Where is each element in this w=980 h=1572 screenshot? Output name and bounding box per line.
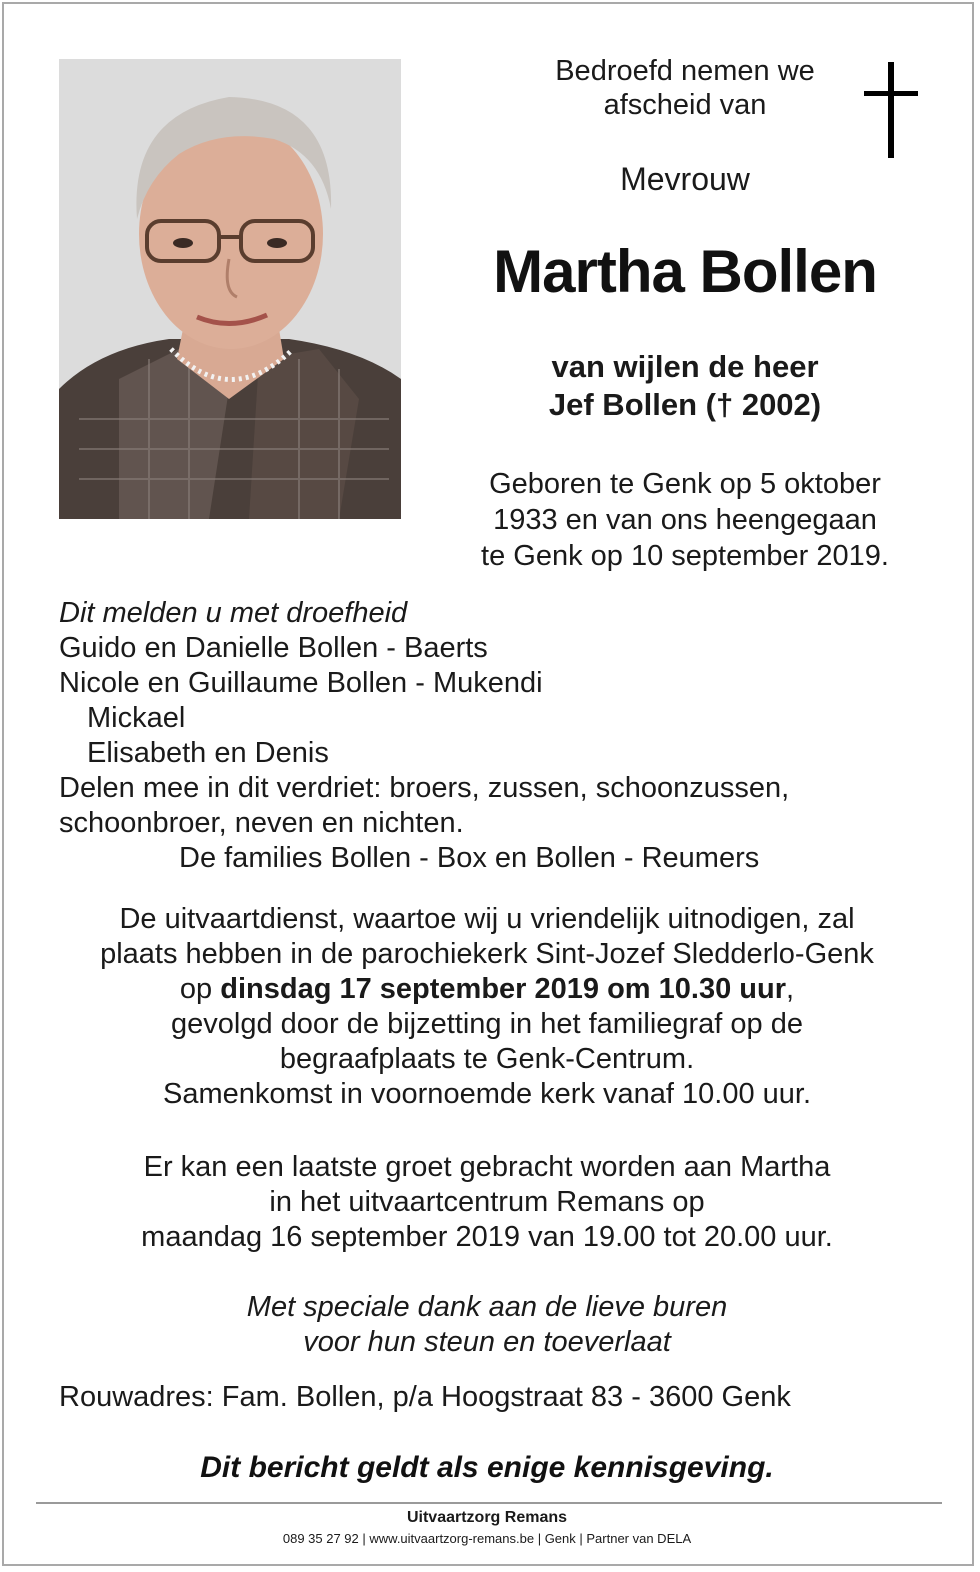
dates-line: 1933 en van ons heengegaan [493, 504, 877, 536]
visitation-line: in het uitvaartcentrum Remans op [269, 1186, 705, 1218]
service-datetime: dinsdag 17 september 2019 om 10.30 uur [220, 973, 786, 1005]
visitation-line: Er kan een laatste groet gebracht worden aan Martha [143, 1151, 831, 1183]
thanks-message [40, 1290, 934, 1360]
dates-line: Geboren te Genk op 5 oktober [489, 468, 881, 500]
intro-line: afscheid van [603, 89, 767, 121]
family-member: Guido en Danielle Bollen - Baerts [59, 632, 488, 664]
family-heading: Dit melden u met droefheid [59, 597, 408, 629]
service-suffix: , [786, 973, 795, 1005]
service-line: begraafplaats te Genk-Centrum. [279, 1043, 695, 1075]
family-member: Elisabeth en Denis [87, 737, 329, 769]
dates-line: te Genk op 10 september 2019. [481, 540, 889, 572]
service-line: Samenkomst in voornoemde kerk vanaf 10.00 uur. [162, 1078, 812, 1110]
spouse-line: van wijlen de heer [551, 349, 819, 384]
thanks-line: voor hun steun en toeverlaat [303, 1326, 671, 1358]
family-member: Nicole en Guillaume Bollen - Mukendi [59, 667, 543, 699]
spouse-line: Jef Bollen († 2002) [548, 387, 822, 422]
intro-line: Bedroefd nemen we [555, 55, 815, 87]
relatives-line: Delen mee in dit verdriet: broers, zussen, schoonzussen, [59, 772, 790, 804]
funeral-home-name: Uitvaartzorg Remans [406, 1509, 568, 1526]
life-dates [440, 466, 930, 574]
service-line: gevolgd door de bijzetting in het familiegraf op de [171, 1008, 803, 1040]
family-section [59, 596, 929, 876]
funeral-home-contact: 089 35 27 92 | www.uitvaartzorg-remans.be | Genk | Partner van DELA [282, 1531, 692, 1546]
service-details [40, 902, 934, 1112]
notice-statement: Dit bericht geldt als enige kennisgeving. [200, 1451, 774, 1484]
family-member: Mickael [87, 702, 186, 734]
visitation-line: maandag 16 september 2019 van 19.00 tot 20.00 uur. [141, 1221, 833, 1253]
visitation-details [40, 1150, 934, 1255]
thanks-line: Met speciale dank aan de lieve buren [246, 1291, 728, 1323]
relatives-line: schoonbroer, neven en nichten. [59, 807, 464, 839]
portrait-photo [59, 59, 401, 519]
portrait-illustration [59, 59, 401, 519]
title-prefix: Mevrouw [620, 161, 750, 197]
service-datetime-line [40, 972, 934, 1007]
intro-text [440, 54, 930, 122]
service-prefix: op [179, 973, 221, 1005]
mourning-address: Rouwadres: Fam. Bollen, p/a Hoogstraat 83 - 3600 Genk [59, 1381, 791, 1413]
families-line: De families Bollen - Box en Bollen - Reumers [179, 842, 760, 874]
spouse-info [440, 348, 930, 424]
service-line: De uitvaartdienst, waartoe wij u vriendelijk uitnodigen, zal [119, 903, 855, 935]
service-line: plaats hebben in de parochiekerk Sint-Jozef Sledderlo-Genk [100, 938, 874, 970]
footer-divider [36, 1502, 942, 1504]
deceased-name: Martha Bollen [493, 238, 877, 305]
